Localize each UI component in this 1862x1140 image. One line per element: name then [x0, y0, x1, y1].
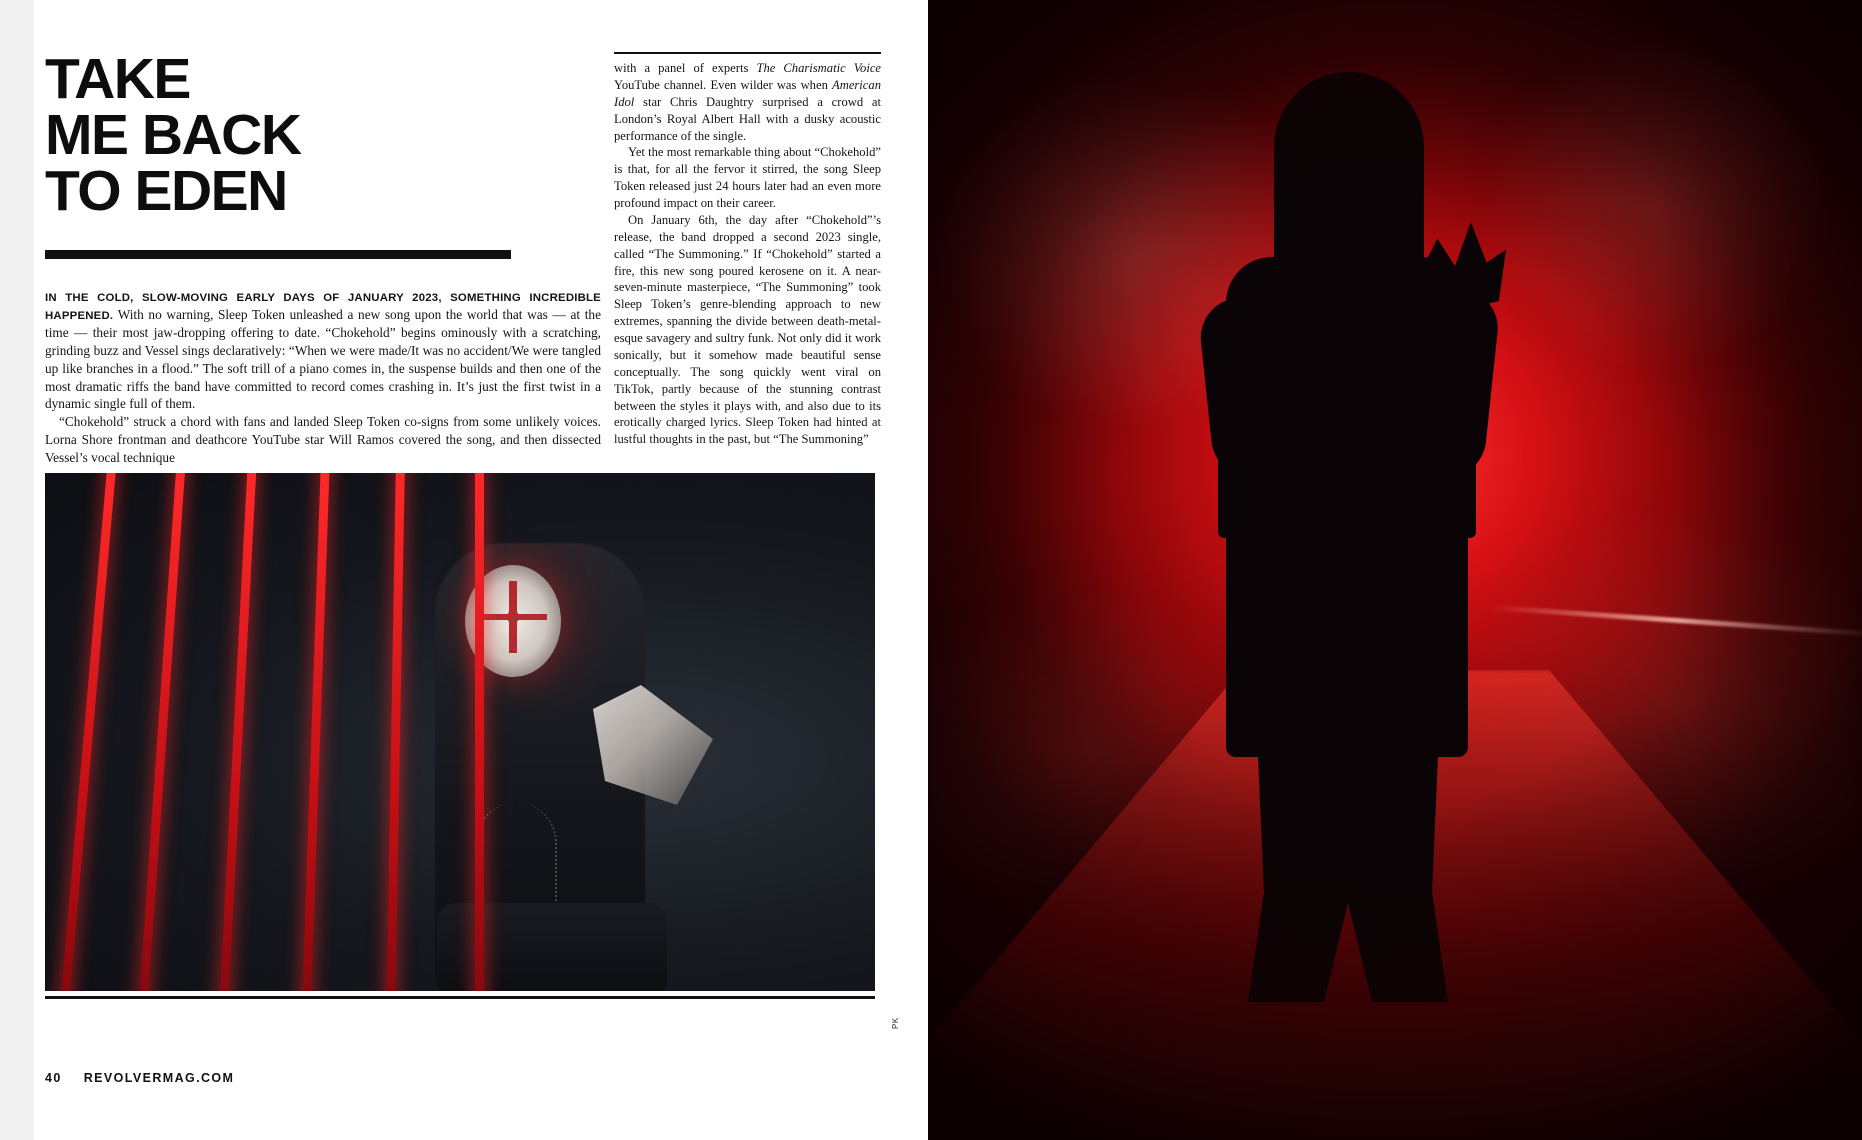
body-column-two [614, 60, 881, 448]
footer-folio [45, 1071, 234, 1085]
page-title [45, 47, 525, 223]
page-number: 40 [45, 1071, 62, 1085]
headline-divider [45, 250, 511, 259]
left-page [34, 0, 928, 1140]
left-photo-bottom-rule [45, 996, 875, 999]
column-one-paragraph-2: “Chokehold” struck a chord with fans and landed Sleep Token co-signs from some unlikely voices. Lorna Shore frontman and deathcore YouTube star Will Ramos covered the song, and then dissected Vessel’s vocal technique [45, 414, 601, 465]
lede-paragraph [45, 288, 601, 413]
left-photo-lower-body [437, 903, 667, 991]
lede-text: IN THE COLD, SLOW-MOVING EARLY DAYS OF JANUARY 2023, SOMETHING INCREDIBLE HAPPENED. [45, 292, 601, 323]
column-two-paragraph-1: with a panel of experts The Charismatic Voice YouTube channel. Even wilder was when American Idol star Chris Daughtry surprised a crowd at London’s Royal Albert Hall with a dusky acoustic performance of the single. [614, 61, 882, 143]
headline-line-3: TO EDEN [45, 158, 287, 223]
column-one-paragraph-1: With no warning, Sleep Token unleashed a new song upon the world that was — at the time — their most jaw-dropping offering to date. “Chokehold” begins ominously with a scratching, grinding buzz and Vessel sings declaratively: “When we were made/It was no accident/We were tangled up like branches in a flood.” The soft trill of a piano comes in, the suspense builds and then one of the most dramatic riffs the band have committed to record comes crashing in. It’s just the first twist in a dynamic single full of them. [45, 307, 601, 412]
headline-line-1: TAKE [45, 47, 190, 111]
photo-credit: PK [891, 1017, 900, 1029]
headline-line-2: ME BACK [45, 102, 301, 167]
right-photo [928, 0, 1862, 1140]
body-column-one [45, 288, 601, 466]
column-two-paragraph-3: On January 6th, the day after “Chokehold”’s release, the band dropped a second 2023 single, called “The Summoning.” If “Chokehold” started a fire, this new song poured kerosene on it. A near-seven-minute masterpiece, “The Summoning” took Sleep Token’s genre-blending approach to new extremes, spanning the divide between death-metal-esque savagery and sultry funk. Not only did it work sonically, but it somehow made beautiful sense conceptually. The song quickly went viral on TikTok, partly because of the stunning contrast between the styles it plays with, and also due to its erotically charged lyrics. Sleep Token had hinted at lustful thoughts in the past, but “The Summoning” [614, 212, 881, 447]
right-photo-vignette [928, 0, 1862, 1140]
left-photo [45, 473, 875, 991]
red-light-bar [475, 473, 484, 991]
column-two-rule [614, 52, 881, 54]
left-gutter [0, 0, 34, 1140]
column-two-paragraph-2: Yet the most remarkable thing about “Chokehold” is that, for all the fervor it stirred, the song Sleep Token released just 24 hours later had an even more profound impact on their career. [614, 145, 881, 210]
right-page [928, 0, 1862, 1140]
site-name: REVOLVERMAG.COM [83, 1071, 235, 1085]
